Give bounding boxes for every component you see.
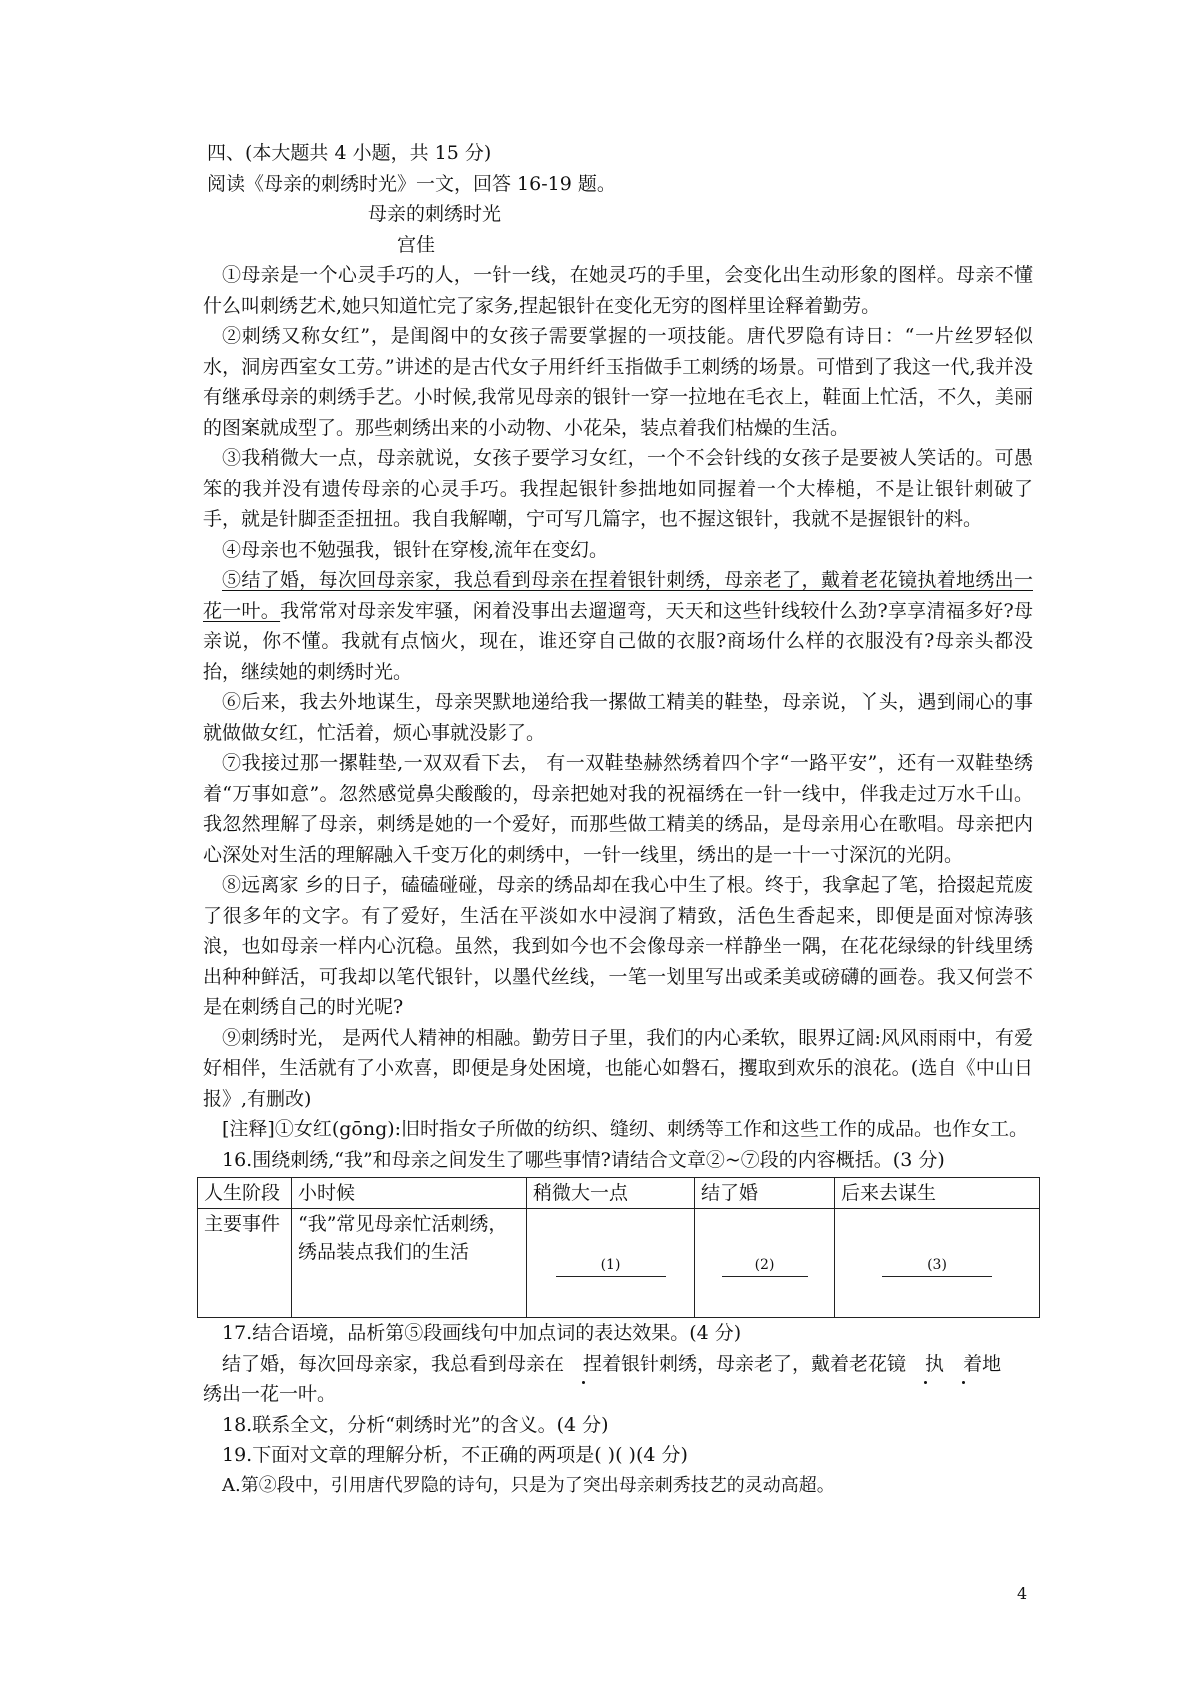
answer-blank-1[interactable]: (1) <box>556 1254 666 1277</box>
instruction: 阅读《母亲的刺绣时光》一文，回答 16-19 题。 <box>207 172 616 195</box>
question-17-quote <box>203 1349 1033 1410</box>
paragraph-3: ③我稍微大一点，母亲就说，女孩子要学习女红，一个不会针线的女孩子是要被人笑话的。可愚笨的我并没有遗传母亲的心灵手巧。我捏起银针参拙地如同握着一个大棒槌，不是让银针刺破了手，就是针脚歪歪扭扭。我自我解嘲，宁可写几篇字，也不握这银针，我就不是握银针的料。 <box>203 447 1033 530</box>
table-header-cell: 小时候 <box>292 1178 527 1209</box>
dotted-word-3: 着 <box>944 1349 982 1380</box>
question-19-option-a: A.第②段中，引用唐代罗隐的诗句，只是为了突出母亲刺秀技艺的灵动高超。 <box>222 1474 835 1496</box>
table-header-cell: 稍微大一点 <box>527 1178 695 1209</box>
quote-text: 着银针刺绣，母亲老了，戴着老花镜 <box>602 1352 907 1375</box>
article-author: 宫佳 <box>397 233 436 256</box>
section-header: 四、(本大题共 4 小题，共 15 分) <box>207 142 492 164</box>
table-header-cell: 结了婚 <box>695 1178 835 1209</box>
answer-blank-2[interactable]: (2) <box>722 1254 808 1277</box>
quote-text: 绣出一花一叶。 <box>203 1383 337 1405</box>
childhood-event: “我”常见母亲忙活刺绣，绣品装点我们的生活 <box>292 1209 527 1318</box>
question-18: 18.联系全文，分析“刺绣时光”的含义。(4 分) <box>222 1413 609 1436</box>
events-table <box>197 1177 1040 1318</box>
paragraph-5-rest: 我常常对母亲发牢骚，闲着没事出去遛遛弯，天天和这些针线较什么劲?享享清福多好?母亲说，你不懂。我就有点恼火，现在，谁还穿自己做的衣服?商场什么样的衣服没有?母亲头都没抬，继续她的刺绣时光。 <box>203 599 1033 683</box>
page-number: 4 <box>1017 1584 1028 1603</box>
row-label: 主要事件 <box>198 1209 292 1318</box>
paragraph-9: ⑨刺绣时光， 是两代人精神的相融。勤劳日子里，我们的内心柔软，眼界辽阔:风风雨雨中，有爱好相伴，生活就有了小欢喜，即便是身处困境，也能心如磐石，攫取到欢乐的浪花。(选自《中山日报》,有删改) <box>203 1026 1033 1110</box>
paragraph-7: ⑦我接过那一摞鞋垫,一双双看下去， 有一双鞋垫赫然绣着四个字“一路平安”，还有一双鞋垫绣着“万事如意”。忽然感觉鼻尖酸酸的，母亲把她对我的祝福绣在一针一线中，伴我走过万水千山。我忽然理解了母亲，刺绣是她的一个爱好，而那些做工精美的绣品，是母亲用心在歌唱。母亲把内心深处对生活的理解融入千变万化的刺绣中，一针一线里，绣出的是一十一寸深沉的光阴。 <box>203 752 1033 866</box>
paragraph-6: ⑥后来，我去外地谋生，母亲哭默地递给我一摞做工精美的鞋垫，母亲说，丫头，遇到闹心的事就做做女红，忙活着，烦心事就没影了。 <box>203 691 1033 744</box>
paragraph-2: ②刺绣又称女红”，是闺阁中的女孩子需要掌握的一项技能。唐代罗隐有诗日：“一片丝罗轻似水，洞房西室女工劳。”讲述的是古代女子用纤纤玉指做手工刺绣的场景。可惜到了我这一代,我并没有继承母亲的刺绣手艺。小时候,我常见母亲的银针一穿一拉地在毛衣上，鞋面上忙活，不久，美丽的图案就成型了。那些刺绣出来的小动物、小花朵，装点着我们枯燥的生活。 <box>203 325 1033 439</box>
table-header-cell: 后来去谋生 <box>835 1178 1040 1209</box>
answer-blank-3[interactable]: (3) <box>882 1254 992 1277</box>
quote-text: 结了婚，每次回母亲家，我总看到母亲在 <box>222 1352 565 1375</box>
dotted-word-1: 捏 <box>564 1349 602 1380</box>
paragraph-5 <box>203 565 1033 687</box>
question-19: 19.下面对文章的理解分析，不正确的两项是( )( )(4 分) <box>222 1444 688 1466</box>
answer-blank-cell <box>695 1209 835 1318</box>
paragraph-1: ①母亲是一个心灵手巧的人，一针一线，在她灵巧的手里，会变化出生动形象的图样。母亲不懂什么叫刺绣艺术,她只知道忙完了家务,捏起银针在变化无穷的图样里诠释着勤劳。 <box>203 264 1033 317</box>
quote-text: 地 <box>982 1352 1002 1375</box>
answer-blank-cell <box>527 1209 695 1318</box>
annotation-note: [注释]①女红(gōng):旧时指女子所做的纺织、缝纫、刺绣等工作和这些工作的成品。也作女工。 <box>222 1118 1029 1140</box>
reading-section <box>203 138 1033 1501</box>
paragraph-8: ⑧远离家 乡的日子，磕磕碰碰，母亲的绣品却在我心中生了根。终于，我拿起了笔，拾掇起荒废了很多年的文字。有了爱好，生活在平淡如水中浸润了精致，活色生香起来，即便是面对惊涛骇浪，也如母亲一样内心沉稳。虽然，我到如今也不会像母亲一样静坐一隅，在花花绿绿的针线里绣出种种鲜活，可我却以笔代银针，以墨代丝线，一笔一划里写出或柔美或磅礴的画卷。我又何尝不是在刺绣自己的时光呢? <box>203 874 1033 1018</box>
paragraph-4: ④母亲也不勉强我，银针在穿梭,流年在变幻。 <box>222 538 609 561</box>
article-title: 母亲的刺绣时光 <box>368 203 502 225</box>
question-17: 17.结合语境，品析第⑤段画线句中加点词的表达效果。(4 分) <box>222 1322 742 1344</box>
dotted-word-2: 执 <box>906 1349 944 1380</box>
answer-blank-cell <box>835 1209 1040 1318</box>
table-header-cell: 人生阶段 <box>198 1178 292 1209</box>
table-row <box>198 1209 1040 1318</box>
underlined-sentence: ⑤结了婚，每次回母亲家，我总看到母亲在捏着银针刺绣，母亲老了，戴着老花镜执着地绣出一花一叶。 <box>203 569 1033 622</box>
table-header-row <box>198 1178 1040 1209</box>
question-16: 16.围绕刺绣,“我”和母亲之间发生了哪些事情?请结合文章②~⑦段的内容概括。(3 分) <box>222 1148 945 1171</box>
